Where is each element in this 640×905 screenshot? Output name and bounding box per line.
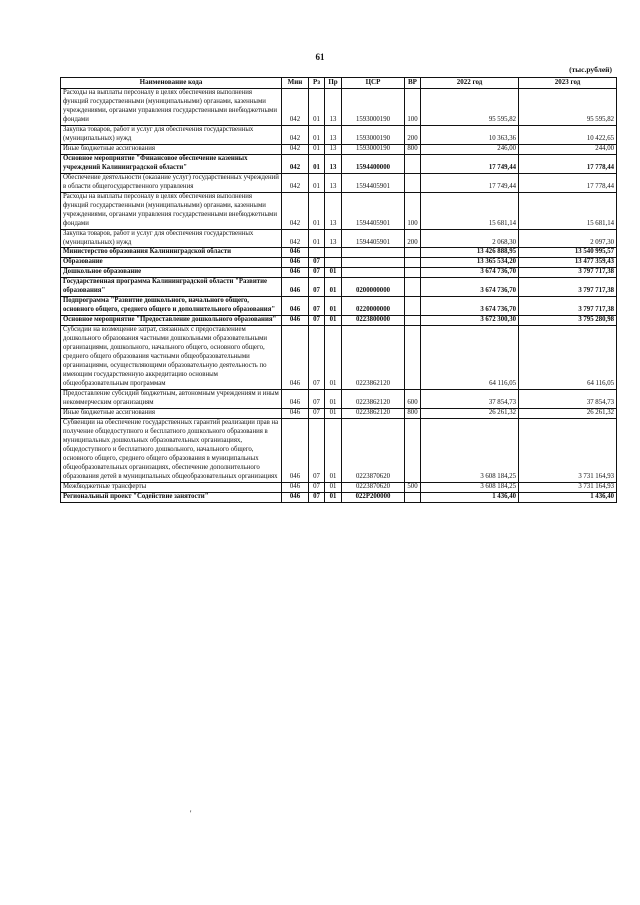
cell-pr: 13 — [325, 173, 342, 192]
cell-name: Межбюджетные трансферты — [61, 482, 282, 492]
cell-name: Министерство образования Калининградской области — [61, 248, 282, 258]
budget-table — [60, 77, 617, 503]
cell-y2023: 3 795 280,98 — [519, 316, 617, 326]
table-row — [61, 192, 617, 229]
cell-min: 046 — [282, 258, 309, 268]
table-row — [61, 297, 617, 316]
cell-min: 042 — [282, 144, 309, 154]
cell-min: 046 — [282, 482, 309, 492]
header-name: Наименование кода — [61, 78, 282, 89]
cell-vr: 100 — [405, 89, 421, 126]
cell-vr: 200 — [405, 229, 421, 248]
cell-name: Государственная программа Калининградской области "Развитие образования" — [61, 278, 282, 297]
cell-min: 046 — [282, 248, 309, 258]
cell-y2023: 17 778,44 — [519, 154, 617, 173]
table-row — [61, 326, 617, 390]
cell-name: Закупка товаров, работ и услуг для обеспечения государственных (муниципальных) нужд — [61, 229, 282, 248]
table-row — [61, 229, 617, 248]
cell-pr: 01 — [325, 326, 342, 390]
cell-csr: 0223870620 — [342, 482, 405, 492]
cell-name: Региональный проект "Содействие занятости" — [61, 492, 282, 502]
cell-pr: 01 — [325, 492, 342, 502]
cell-pr: 01 — [325, 268, 342, 278]
cell-rz: 07 — [309, 268, 325, 278]
cell-y2023: 3 731 164,93 — [519, 418, 617, 482]
table-row — [61, 316, 617, 326]
cell-rz: 07 — [309, 316, 325, 326]
cell-csr: 0223862120 — [342, 326, 405, 390]
cell-csr: 1594405901 — [342, 173, 405, 192]
cell-pr: 13 — [325, 89, 342, 126]
cell-name: Образование — [61, 258, 282, 268]
cell-pr: 13 — [325, 192, 342, 229]
cell-y2023: 17 778,44 — [519, 173, 617, 192]
cell-name: Иные бюджетные ассигнования — [61, 408, 282, 418]
cell-y2023: 13 477 359,43 — [519, 258, 617, 268]
cell-name: Субвенции на обеспечение государственных гарантий реализации прав на получение общедоступного и бесплатного дошкольного образования в муниципальных дошкольных образовательных организациях, общедоступного и бесплатного дошкольного, начального общего, основного общего, среднего общего образования в муниципальных общеобразовательных организациях, обеспечение дополнительного образования детей в муниципальных общеобразовательных организациях — [61, 418, 282, 482]
cell-pr: 01 — [325, 297, 342, 316]
cell-min: 046 — [282, 297, 309, 316]
cell-y2022: 3 608 184,25 — [421, 418, 519, 482]
cell-csr: 1594405901 — [342, 229, 405, 248]
cell-csr: 022P200000 — [342, 492, 405, 502]
cell-csr — [342, 248, 405, 258]
table-row — [61, 408, 617, 418]
cell-pr: 13 — [325, 229, 342, 248]
cell-y2023: 64 116,05 — [519, 326, 617, 390]
cell-rz: 07 — [309, 297, 325, 316]
cell-vr: 800 — [405, 408, 421, 418]
cell-pr: 01 — [325, 408, 342, 418]
cell-csr: 1593000190 — [342, 125, 405, 144]
cell-min: 046 — [282, 326, 309, 390]
cell-vr: 200 — [405, 125, 421, 144]
cell-vr — [405, 418, 421, 482]
cell-csr: 0223862120 — [342, 408, 405, 418]
cell-vr — [405, 492, 421, 502]
cell-csr — [342, 258, 405, 268]
cell-rz: 07 — [309, 492, 325, 502]
cell-rz — [309, 248, 325, 258]
cell-y2022: 3 674 736,70 — [421, 268, 519, 278]
cell-y2022: 3 674 736,70 — [421, 278, 519, 297]
table-row — [61, 144, 617, 154]
cell-pr: 01 — [325, 482, 342, 492]
cell-min: 046 — [282, 268, 309, 278]
cell-y2022: 17 749,44 — [421, 154, 519, 173]
cell-name: Расходы на выплаты персоналу в целях обеспечения выполнения функций государственными (муниципальными) органами, казенными учреждениями, органами управления государственными внебюджетными фондами — [61, 89, 282, 126]
cell-pr: 01 — [325, 418, 342, 482]
unit-label: (тыс.рублей) — [569, 65, 612, 74]
cell-y2023: 244,00 — [519, 144, 617, 154]
cell-y2022: 17 749,44 — [421, 173, 519, 192]
cell-rz: 01 — [309, 89, 325, 126]
table-row — [61, 390, 617, 409]
cell-pr: 13 — [325, 144, 342, 154]
cell-name: Подпрограмма "Развитие дошкольного, начального общего, основного общего, среднего общего и дополнительного образования" — [61, 297, 282, 316]
cell-y2022: 95 595,82 — [421, 89, 519, 126]
cell-rz: 07 — [309, 418, 325, 482]
cell-rz: 01 — [309, 173, 325, 192]
table-row — [61, 268, 617, 278]
cell-csr — [342, 268, 405, 278]
cell-y2023: 3 731 164,93 — [519, 482, 617, 492]
cell-y2023: 3 797 717,38 — [519, 268, 617, 278]
cell-csr: 0223870620 — [342, 418, 405, 482]
cell-y2022: 2 068,30 — [421, 229, 519, 248]
cell-name: Основное мероприятие "Финансовое обеспечение казенных учреждений Калининградской области" — [61, 154, 282, 173]
cell-min: 042 — [282, 192, 309, 229]
cell-min: 042 — [282, 125, 309, 144]
cell-y2023: 3 797 717,38 — [519, 297, 617, 316]
cell-y2022: 64 116,05 — [421, 326, 519, 390]
cell-name: Предоставление субсидий бюджетным, автономным учреждениям и иным некоммерческим организациям — [61, 390, 282, 409]
cell-y2023: 2 097,30 — [519, 229, 617, 248]
cell-vr — [405, 268, 421, 278]
cell-pr: 01 — [325, 390, 342, 409]
cell-csr: 1593000190 — [342, 144, 405, 154]
cell-pr: 01 — [325, 316, 342, 326]
cell-name: Закупка товаров, работ и услуг для обеспечения государственных (муниципальных) нужд — [61, 125, 282, 144]
table-row — [61, 154, 617, 173]
cell-min: 046 — [282, 316, 309, 326]
header-min: Мин — [282, 78, 309, 89]
cell-rz: 07 — [309, 390, 325, 409]
cell-name: Основное мероприятие "Предоставление дошкольного образования" — [61, 316, 282, 326]
cell-vr — [405, 316, 421, 326]
cell-pr — [325, 258, 342, 268]
cell-min: 042 — [282, 154, 309, 173]
cell-y2023: 95 595,82 — [519, 89, 617, 126]
cell-csr: 1594405901 — [342, 192, 405, 229]
cell-y2022: 13 426 888,95 — [421, 248, 519, 258]
table-row — [61, 418, 617, 482]
table-row — [61, 89, 617, 126]
cell-vr: 500 — [405, 482, 421, 492]
cell-rz: 01 — [309, 125, 325, 144]
cell-y2023: 37 854,73 — [519, 390, 617, 409]
cell-rz: 01 — [309, 229, 325, 248]
table-row — [61, 258, 617, 268]
table-header-row — [61, 78, 617, 89]
cell-y2022: 3 672 300,30 — [421, 316, 519, 326]
cell-min: 046 — [282, 278, 309, 297]
cell-min: 042 — [282, 89, 309, 126]
cell-y2023: 10 422,65 — [519, 125, 617, 144]
cell-vr — [405, 297, 421, 316]
cell-min: 046 — [282, 408, 309, 418]
cell-rz: 07 — [309, 482, 325, 492]
cell-y2022: 3 674 736,70 — [421, 297, 519, 316]
cell-y2023: 26 261,32 — [519, 408, 617, 418]
cell-name: Расходы на выплаты персоналу в целях обеспечения выполнения функций государственными (муниципальными) органами, казенными учреждениями, органами управления государственными внебюджетными фондами — [61, 192, 282, 229]
cell-csr: 0223862120 — [342, 390, 405, 409]
cell-y2022: 26 261,32 — [421, 408, 519, 418]
header-2023: 2023 год — [519, 78, 617, 89]
cell-rz: 07 — [309, 408, 325, 418]
cell-min: 046 — [282, 492, 309, 502]
cell-rz: 07 — [309, 326, 325, 390]
header-2022: 2022 год — [421, 78, 519, 89]
table-row — [61, 248, 617, 258]
cell-vr — [405, 278, 421, 297]
cell-name: Субсидии на возмещение затрат, связанных с предоставлением дошкольного образования частными дошкольными образовательными организациями, дошкольного, начального общего, основного общего, среднего общего образования частными общеобразовательными организациями, осуществляющими образовательную деятельность по имеющим государственную аккредитацию основным общеобразовательным программам — [61, 326, 282, 390]
cell-y2022: 10 363,36 — [421, 125, 519, 144]
header-rz: Рз — [309, 78, 325, 89]
cell-y2023: 15 681,14 — [519, 192, 617, 229]
cell-rz: 01 — [309, 144, 325, 154]
cell-vr: 100 — [405, 192, 421, 229]
cell-y2022: 37 854,73 — [421, 390, 519, 409]
cell-min: 042 — [282, 229, 309, 248]
cell-rz: 07 — [309, 278, 325, 297]
footer-mark: ' — [190, 809, 192, 818]
table-row — [61, 278, 617, 297]
cell-rz: 01 — [309, 154, 325, 173]
cell-csr: 1593000190 — [342, 89, 405, 126]
page-number: 61 — [315, 52, 325, 62]
cell-vr — [405, 173, 421, 192]
cell-pr: 13 — [325, 125, 342, 144]
cell-y2023: 3 797 717,38 — [519, 278, 617, 297]
table-row — [61, 125, 617, 144]
cell-y2022: 246,00 — [421, 144, 519, 154]
cell-min: 046 — [282, 418, 309, 482]
cell-name: Обеспечение деятельности (оказание услуг) государственных учреждений в области общегосударственного управления — [61, 173, 282, 192]
table-row — [61, 482, 617, 492]
cell-vr — [405, 248, 421, 258]
cell-rz: 07 — [309, 258, 325, 268]
cell-vr — [405, 154, 421, 173]
cell-rz: 01 — [309, 192, 325, 229]
cell-pr: 13 — [325, 154, 342, 173]
cell-vr — [405, 258, 421, 268]
cell-csr: 1594400000 — [342, 154, 405, 173]
cell-vr: 600 — [405, 390, 421, 409]
table-row — [61, 492, 617, 502]
cell-y2022: 15 681,14 — [421, 192, 519, 229]
cell-pr — [325, 248, 342, 258]
cell-y2022: 3 608 184,25 — [421, 482, 519, 492]
cell-name: Дошкольное образование — [61, 268, 282, 278]
cell-name: Иные бюджетные ассигнования — [61, 144, 282, 154]
cell-min: 046 — [282, 390, 309, 409]
cell-csr: 0200000000 — [342, 278, 405, 297]
cell-y2023: 13 540 995,57 — [519, 248, 617, 258]
table-row — [61, 173, 617, 192]
cell-min: 042 — [282, 173, 309, 192]
cell-vr — [405, 326, 421, 390]
cell-y2023: 1 436,40 — [519, 492, 617, 502]
header-pr: Пр — [325, 78, 342, 89]
cell-y2022: 13 365 534,20 — [421, 258, 519, 268]
header-csr: ЦСР — [342, 78, 405, 89]
cell-pr: 01 — [325, 278, 342, 297]
table-body — [61, 89, 617, 503]
header-vr: ВР — [405, 78, 421, 89]
cell-csr: 0220000000 — [342, 297, 405, 316]
cell-y2022: 1 436,40 — [421, 492, 519, 502]
cell-csr: 0223800000 — [342, 316, 405, 326]
cell-vr: 800 — [405, 144, 421, 154]
